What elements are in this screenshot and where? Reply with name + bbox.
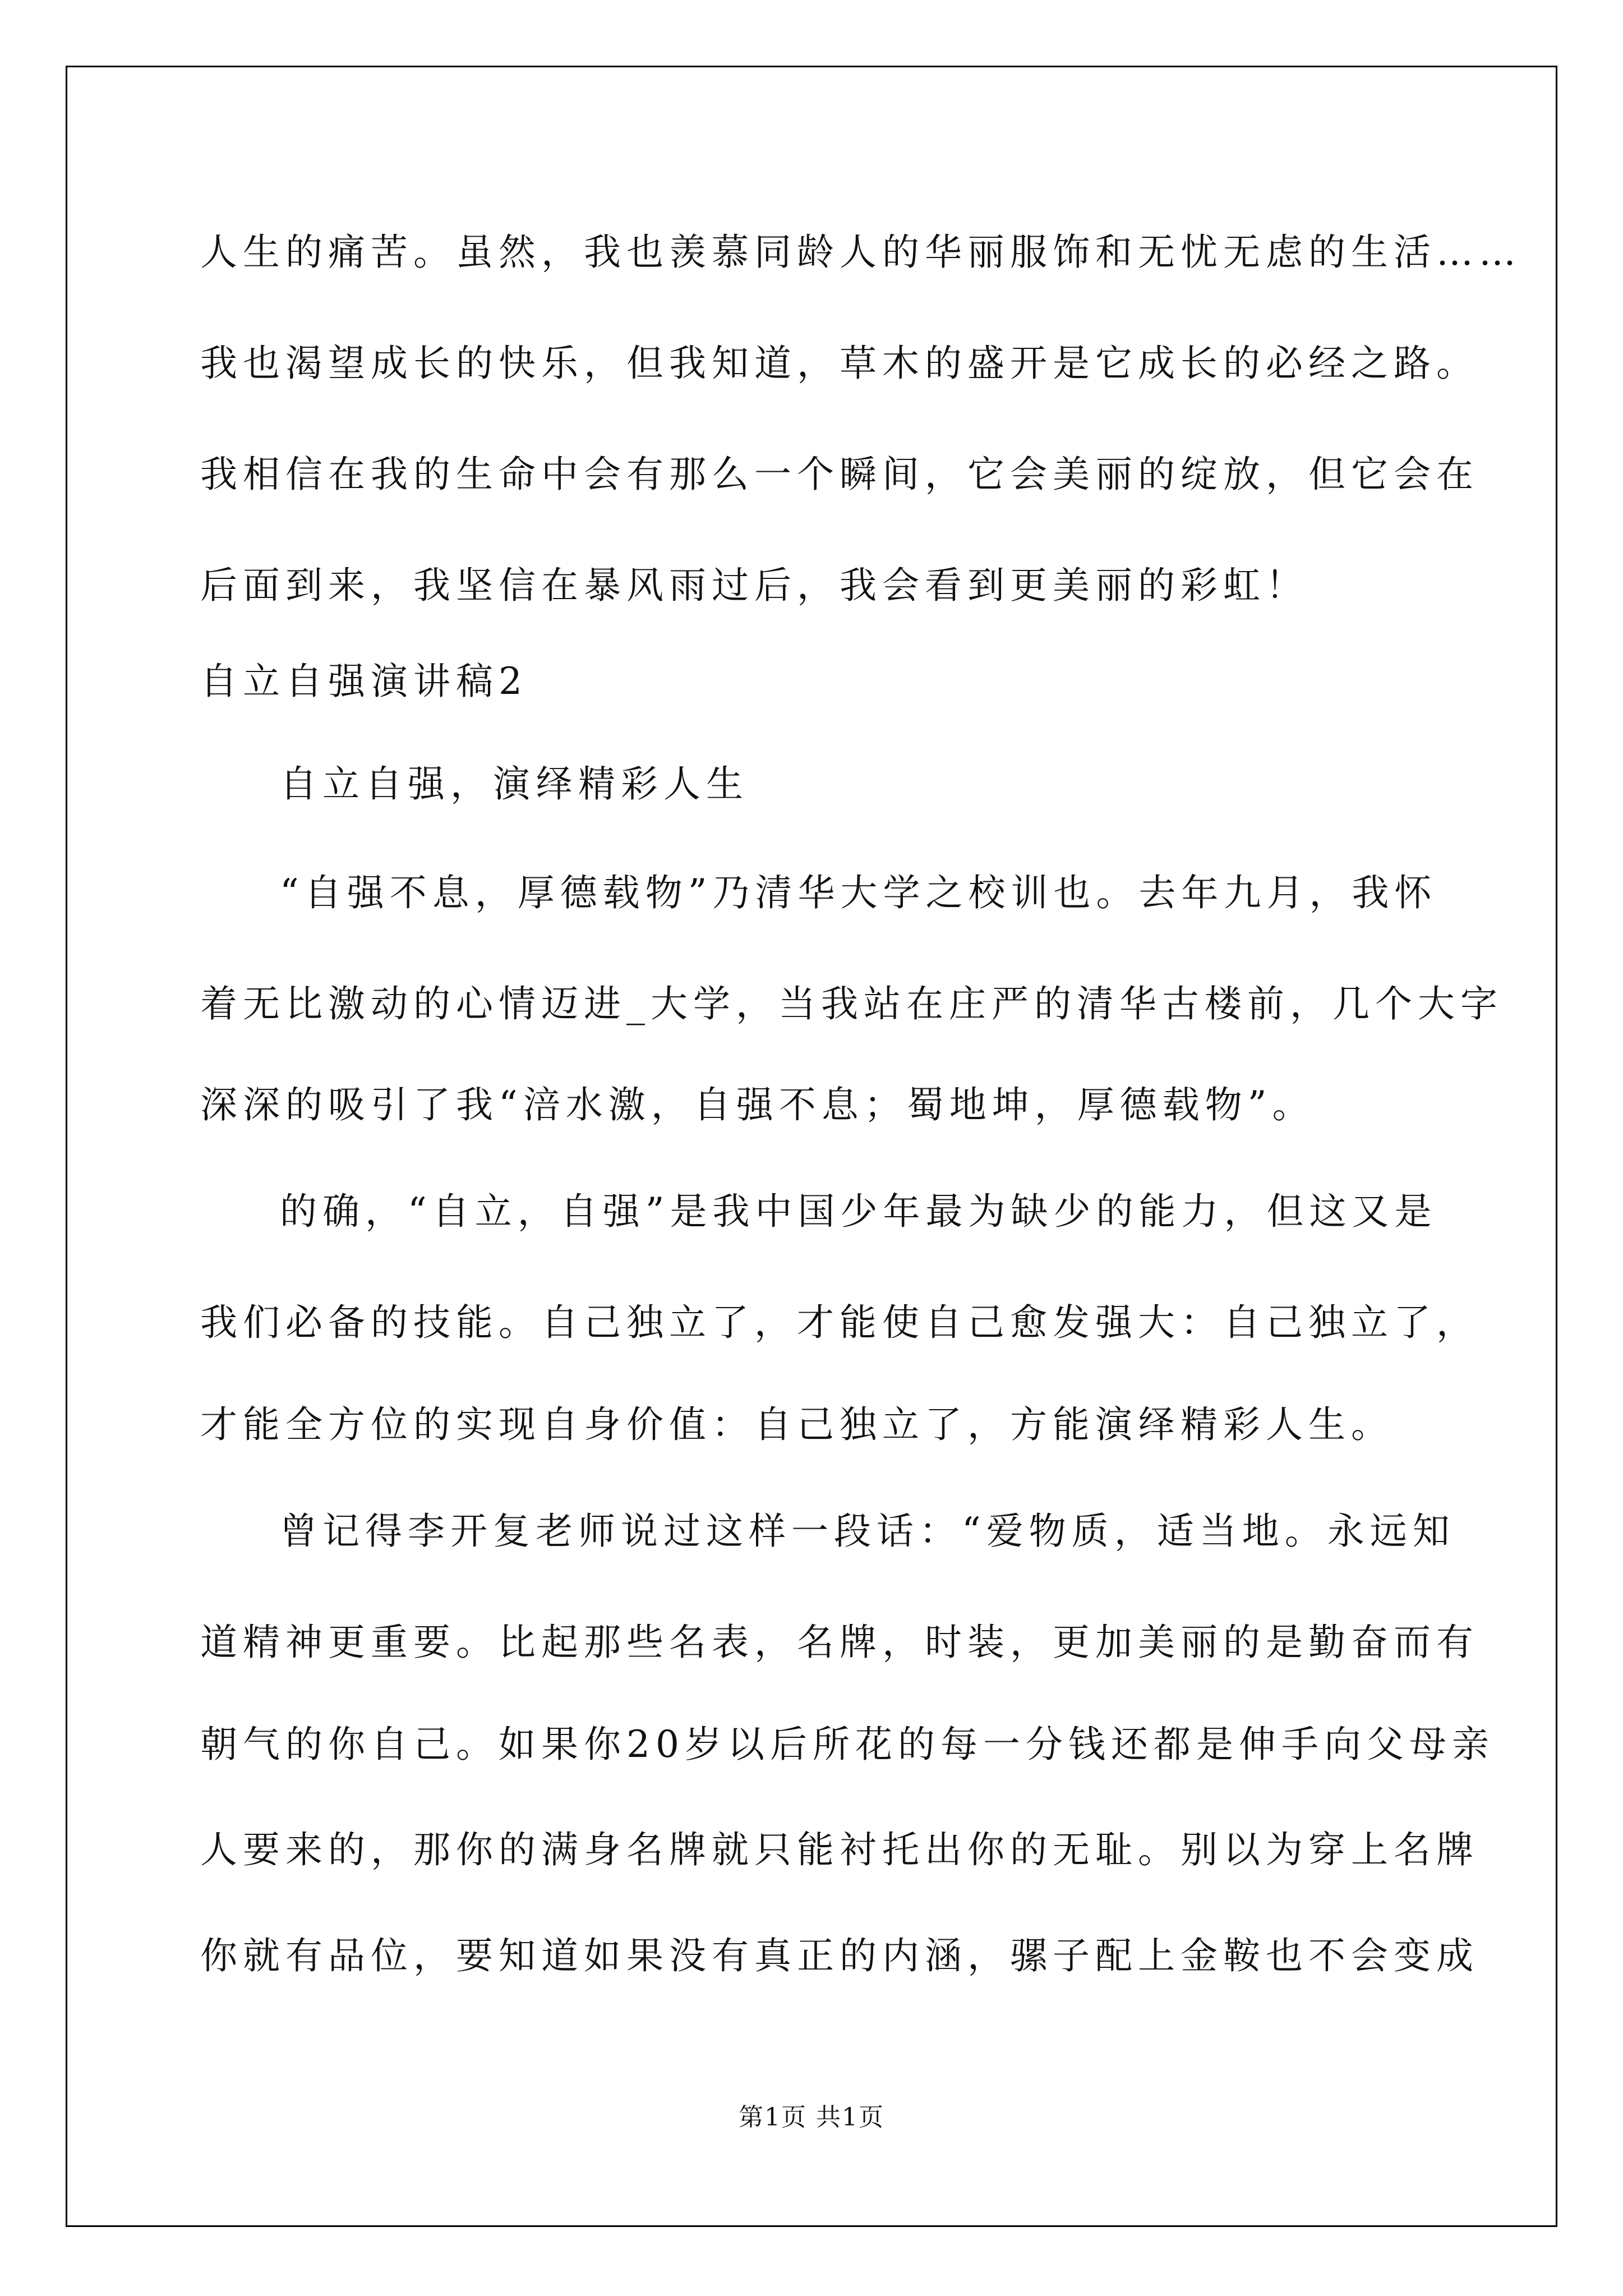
paragraph-line: 我们必备的技能。自己独立了，才能使自己愈发强大：自己独立了， bbox=[200, 1301, 1479, 1344]
paragraph-line: 深深的吸引了我“涪水激，自强不息；蜀地坤，厚德载物”。 bbox=[200, 1083, 1315, 1126]
paragraph-line: 朝气的你自己。如果你20岁以后所花的每一分钱还都是伸手向父母亲 bbox=[200, 1723, 1495, 1766]
paragraph-line: 你就有品位，要知道如果没有真正的内涵，骡子配上金鞍也不会变成 bbox=[200, 1934, 1479, 1977]
page-border bbox=[66, 66, 1557, 2227]
paragraph-line: 我也渴望成长的快乐，但我知道，草木的盛开是它成长的必经之路。 bbox=[200, 342, 1479, 385]
paragraph-line: 后面到来，我坚信在暴风雨过后，我会看到更美丽的彩虹！ bbox=[200, 564, 1308, 607]
paragraph-line: 我相信在我的生命中会有那么一个瞬间，它会美丽的绽放，但它会在 bbox=[200, 453, 1479, 496]
paragraph-line: 人生的痛苦。虽然，我也羡慕同龄人的华丽服饰和无忧无虑的生活…… bbox=[200, 231, 1521, 274]
paragraph-line: 着无比激动的心情迈进_大学，当我站在庄严的清华古楼前，几个大字 bbox=[200, 982, 1503, 1025]
speech-subtitle: 自立自强，演绎精彩人生 bbox=[280, 762, 749, 806]
section-heading: 自立自强演讲稿2 bbox=[200, 660, 528, 703]
page-number-footer: 第1页 共1页 bbox=[739, 2103, 884, 2132]
paragraph-line: 曾记得李开复老师说过这样一段话：“爱物质，适当地。永远知 bbox=[280, 1510, 1455, 1553]
paragraph-line: “自强不息，厚德载物”乃清华大学之校训也。去年九月，我怀 bbox=[280, 871, 1437, 914]
paragraph-line: 才能全方位的实现自身价值：自己独立了，方能演绎精彩人生。 bbox=[200, 1403, 1394, 1446]
paragraph-line: 的确，“自立，自强”是我中国少年最为缺少的能力，但这又是 bbox=[280, 1190, 1437, 1233]
paragraph-line: 道精神更重要。比起那些名表，名牌，时装，更加美丽的是勤奋而有 bbox=[200, 1621, 1479, 1664]
paragraph-line: 人要来的，那你的满身名牌就只能衬托出你的无耻。别以为穿上名牌 bbox=[200, 1828, 1479, 1871]
